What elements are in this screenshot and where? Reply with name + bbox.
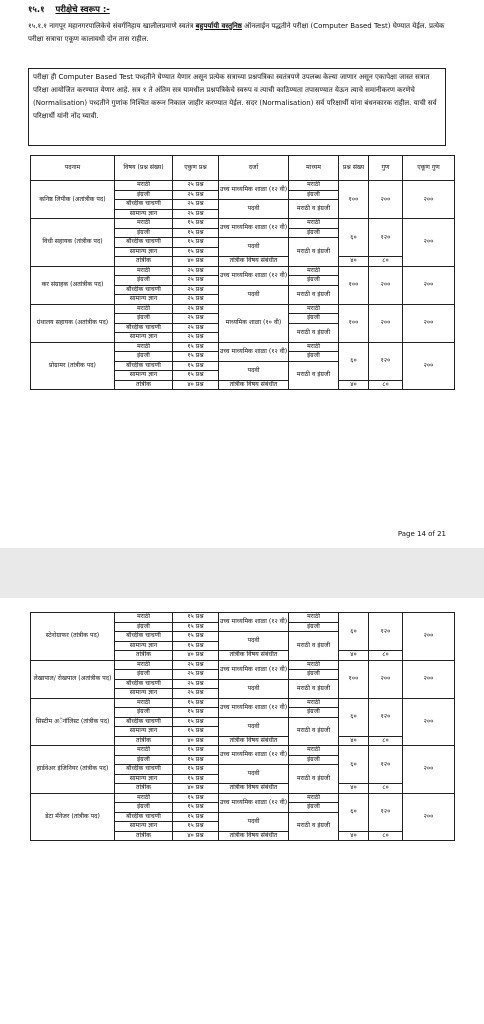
subject-cell: सामान्य ज्ञान [115,247,173,257]
post-name: ग्रंथालय सहायक (अतांत्रीक पद) [31,304,115,342]
level-cell: उच्च माध्यमिक शाळा (१२ वी) [219,613,289,632]
level-cell: पदवी [219,632,289,651]
page-number: Page 14 of 21 [397,530,446,538]
medium-cell: इंग्रजी [289,228,339,238]
medium-cell: मराठी [289,698,339,708]
subject-cell: मराठी [115,698,173,708]
subject-cell: मराठी [115,181,173,191]
level-cell: पदवी [219,812,289,831]
question-count-cell: १०० [339,266,369,304]
medium-cell: इंग्रजी [289,190,339,200]
subject-cell: सामान्य ज्ञान [115,209,173,219]
medium-cell: मराठी [289,613,339,623]
subject-cell: मराठी [115,304,173,314]
marks-cell: १२० [369,698,403,736]
header-marks: गुण [369,156,403,181]
medium-cell: मराठी व इंग्रजी [289,285,339,304]
questions-cell: १५ प्रश्न [173,632,219,642]
questions-cell: २५ प्रश्न [173,323,219,333]
level-cell: उच्च माध्यमिक शाळा (१२ वी) [219,698,289,717]
subject-cell: तांत्रीक [115,736,173,746]
questions-cell: १५ प्रश्न [173,352,219,362]
page-15 [0,598,484,1024]
questions-cell: १५ प्रश्न [173,717,219,727]
questions-cell: १५ प्रश्न [173,803,219,813]
questions-cell: १५ प्रश्न [173,613,219,623]
level-cell: तांत्रीक विषय संबंधीत [219,784,289,794]
subject-cell: तांत्रीक [115,380,173,390]
questions-cell: ४० प्रश्न [173,651,219,661]
medium-cell: इंग्रजी [289,670,339,680]
table-row [31,793,455,803]
questions-cell: २५ प्रश्न [173,689,219,699]
marks-cell: ८० [369,784,403,794]
header-post: पदनाम [31,156,115,181]
question-count-cell: ६० [339,793,369,831]
questions-cell: २५ प्रश्न [173,670,219,680]
subject-cell: सामान्य ज्ञान [115,774,173,784]
marks-cell: २०० [369,304,403,342]
questions-cell: १५ प्रश्न [173,793,219,803]
questions-cell: २५ प्रश्न [173,333,219,343]
questions-cell: १५ प्रश्न [173,371,219,381]
question-count-cell: १०० [339,304,369,342]
question-count-cell: १०० [339,660,369,698]
page-gap [0,548,484,598]
total-marks-cell: २०० [403,181,455,219]
question-count-cell: ४० [339,736,369,746]
level-cell: पदवी [219,717,289,736]
subject-cell: सामान्य ज्ञान [115,727,173,737]
question-count-cell: ४० [339,257,369,267]
post-name: हार्डवेअर इंजिनियर (तांत्रीक पद) [31,746,115,794]
level-cell: पदवी [219,238,289,257]
header-question-count: प्रश्न संख्य [339,156,369,181]
level-cell: उच्च माध्यमिक शाळा (१२ वी) [219,342,289,361]
marks-cell: २०० [369,266,403,304]
subject-cell: इंग्रजी [115,276,173,286]
marks-cell: १२० [369,342,403,380]
subject-cell: मराठी [115,793,173,803]
questions-cell: १५ प्रश्न [173,698,219,708]
subject-cell: इंग्रजी [115,190,173,200]
question-count-cell: ४० [339,831,369,841]
table-row [31,342,455,352]
table-header-row [31,156,455,181]
level-cell: उच्च माध्यमिक शाळा (१२ वी) [219,181,289,200]
subject-cell: इंग्रजी [115,708,173,718]
questions-cell: ४० प्रश्न [173,831,219,841]
subject-cell: इंग्रजी [115,755,173,765]
total-marks-cell: २०० [403,660,455,698]
marks-cell: १२० [369,219,403,257]
subject-cell: बौध्दीक चाचणी [115,238,173,248]
subject-cell: मराठी [115,342,173,352]
questions-cell: ४० प्रश्न [173,257,219,267]
subject-cell: सामान्य ज्ञान [115,371,173,381]
subject-cell: बौध्दीक चाचणी [115,679,173,689]
subject-cell: सामान्य ज्ञान [115,689,173,699]
questions-cell: १५ प्रश्न [173,746,219,756]
subject-cell: मराठी [115,266,173,276]
post-name: स्टेनोग्राफर (तांत्रीक पद) [31,613,115,661]
intro-bold: बहुपर्यायी वस्तुनिष्ठ [195,22,242,30]
subject-cell: तांत्रीक [115,784,173,794]
marks-cell: १२० [369,793,403,831]
questions-cell: ४० प्रश्न [173,784,219,794]
questions-cell: १५ प्रश्न [173,822,219,832]
subject-cell: बौध्दीक चाचणी [115,361,173,371]
subject-cell: इंग्रजी [115,352,173,362]
medium-cell: इंग्रजी [289,622,339,632]
total-marks-cell: २०० [403,266,455,304]
table-row [31,304,455,314]
questions-cell: २५ प्रश्न [173,295,219,305]
subject-cell: सामान्य ज्ञान [115,333,173,343]
level-cell: पदवी [219,361,289,380]
medium-cell: मराठी [289,266,339,276]
table-row [31,266,455,276]
medium-cell: इंग्रजी [289,755,339,765]
subject-cell: तांत्रीक [115,257,173,267]
medium-cell: मराठी [289,660,339,670]
questions-cell: १५ प्रश्न [173,238,219,248]
question-count-cell: ६० [339,613,369,651]
medium-cell: मराठी व इंग्रजी [289,812,339,841]
exam-table-page15 [30,612,455,841]
questions-cell: १५ प्रश्न [173,708,219,718]
post-name: सिस्टीम अॅनॉलिस्ट (तांत्रीक पद) [31,698,115,746]
subject-cell: इंग्रजी [115,228,173,238]
table-row [31,181,455,191]
level-cell: तांत्रीक विषय संबंधीत [219,257,289,267]
question-count-cell: ६० [339,746,369,784]
questions-cell: १५ प्रश्न [173,622,219,632]
header-total-questions: एकुण प्रश्न [173,156,219,181]
level-cell: उच्च माध्यमिक शाळा (१२ वी) [219,793,289,812]
questions-cell: २५ प्रश्न [173,200,219,210]
questions-cell: १५ प्रश्न [173,774,219,784]
subject-cell: इंग्रजी [115,670,173,680]
marks-cell: ८० [369,736,403,746]
medium-cell: मराठी [289,304,339,314]
total-marks-cell: २०० [403,746,455,794]
question-count-cell: ४० [339,651,369,661]
post-name: डेटा मॅनेजर (तांत्रीक पद) [31,793,115,841]
questions-cell: २५ प्रश्न [173,304,219,314]
post-name: प्रोग्रामर (तांत्रीक पद) [31,342,115,390]
normalisation-note: परीक्षा ही Computer Based Test पध्दतीने घेण्यात येणार असून प्रत्येक सत्राच्या प्रश्नपत्रिका स्वतंत्रपणे उपलब्ध केल्या जाणार असून एकापेक्षा जास्त सत्रात परिक्षा आयोजित करण्यात येणार आहे. सत्र १ ते अंतिम सत्र यामधील प्रश्नपत्रिकेचे स्वरुप व त्याची काठिण्यता तपासण्यात येऊन त्याचे समानीकरण करणेचे (Normalisation) पध्दतीने गुणांक निश्चित करून निकाल जाहीर करण्यात येईल. सदर (Normalisation) सर्व परिक्षार्थी यांना बंधनकारक राहील. याची सर्व परिक्षार्थी यांनी नोंद घ्यावी. [28,68,446,146]
level-cell: माध्यमिक शाळा (१० वी) [219,304,289,342]
questions-cell: २५ प्रश्न [173,285,219,295]
marks-cell: २०० [369,660,403,698]
questions-cell: २५ प्रश्न [173,314,219,324]
subject-cell: सामान्य ज्ञान [115,822,173,832]
medium-cell: इंग्रजी [289,708,339,718]
level-cell: पदवी [219,200,289,219]
medium-cell: इंग्रजी [289,314,339,324]
level-cell: उच्च माध्यमिक शाळा (१२ वी) [219,660,289,679]
questions-cell: ४० प्रश्न [173,736,219,746]
medium-cell: मराठी व इंग्रजी [289,238,339,267]
total-marks-cell: २०० [403,219,455,267]
section-number: १५.१ [28,5,45,15]
header-subject: विषय (प्रश्न संख्य) [115,156,173,181]
total-marks-cell: २०० [403,793,455,841]
header-total-marks: एकूण गुण [403,156,455,181]
questions-cell: २५ प्रश्न [173,660,219,670]
level-cell: उच्च माध्यमिक शाळा (१२ वी) [219,266,289,285]
subject-cell: बौध्दीक चाचणी [115,765,173,775]
section-title: परीक्षेचे स्वरूप :- [55,5,110,15]
level-cell: उच्च माध्यमिक शाळा (१२ वी) [219,746,289,765]
subject-cell: इंग्रजी [115,314,173,324]
questions-cell: २५ प्रश्न [173,276,219,286]
questions-cell: २५ प्रश्न [173,190,219,200]
subject-cell: सामान्य ज्ञान [115,641,173,651]
subject-cell: मराठी [115,746,173,756]
questions-cell: १५ प्रश्न [173,228,219,238]
subject-cell: बौध्दीक चाचणी [115,285,173,295]
section-heading [28,4,110,15]
subject-cell: बौध्दीक चाचणी [115,632,173,642]
post-name: विधी सहायक (तांत्रीक पद) [31,219,115,267]
table-row [31,219,455,229]
level-cell: तांत्रीक विषय संबंधीत [219,651,289,661]
questions-cell: १५ प्रश्न [173,641,219,651]
subject-cell: इंग्रजी [115,803,173,813]
medium-cell: मराठी व इंग्रजी [289,765,339,794]
subject-cell: बौध्दीक चाचणी [115,200,173,210]
subject-cell: सामान्य ज्ञान [115,295,173,305]
total-marks-cell: २०० [403,698,455,746]
question-count-cell: ४० [339,784,369,794]
total-marks-cell: २०० [403,304,455,342]
questions-cell: १५ प्रश्न [173,361,219,371]
level-cell: पदवी [219,679,289,698]
questions-cell: १५ प्रश्न [173,342,219,352]
level-cell: पदवी [219,285,289,304]
question-count-cell: ४० [339,380,369,390]
questions-cell: १५ प्रश्न [173,765,219,775]
table-row [31,660,455,670]
questions-cell: १५ प्रश्न [173,812,219,822]
subject-cell: तांत्रीक [115,831,173,841]
subject-cell: मराठी [115,613,173,623]
questions-cell: २५ प्रश्न [173,181,219,191]
total-marks-cell: २०० [403,613,455,661]
subject-cell: बौध्दीक चाचणी [115,717,173,727]
medium-cell: मराठी [289,342,339,352]
level-cell: उच्च माध्यमिक शाळा (१२ वी) [219,219,289,238]
marks-cell: १२० [369,613,403,651]
subject-cell: तांत्रीक [115,651,173,661]
question-count-cell: १०० [339,181,369,219]
marks-cell: ८० [369,380,403,390]
questions-cell: २५ प्रश्न [173,209,219,219]
table-row [31,746,455,756]
table-row [31,698,455,708]
level-cell: तांत्रीक विषय संबंधीत [219,831,289,841]
question-count-cell: ६० [339,698,369,736]
questions-cell: १५ प्रश्न [173,247,219,257]
table-row [31,613,455,623]
subject-cell: मराठी [115,660,173,670]
medium-cell: मराठी [289,219,339,229]
intro-text-1: १५.१.१ नागपूर महानगरपालिकेचे संवर्गनिहाय खालीलप्रमाणे स्वतंत्र [28,22,196,30]
medium-cell: मराठी व इंग्रजी [289,632,339,661]
header-medium: माध्यम [289,156,339,181]
exam-table-page14 [30,155,455,390]
post-name: कनिष्ठ लिपीक (अतांत्रीक पद) [31,181,115,219]
question-count-cell: ६० [339,342,369,380]
marks-cell: ८० [369,651,403,661]
marks-cell: १२० [369,746,403,784]
questions-cell: १५ प्रश्न [173,727,219,737]
subject-cell: बौध्दीक चाचणी [115,812,173,822]
medium-cell: मराठी व इंग्रजी [289,200,339,219]
question-count-cell: ६० [339,219,369,257]
medium-cell: मराठी व इंग्रजी [289,323,339,342]
marks-cell: ८० [369,831,403,841]
medium-cell: मराठी व इंग्रजी [289,717,339,746]
header-level: दर्जा [219,156,289,181]
level-cell: तांत्रीक विषय संबंधीत [219,736,289,746]
post-name: कर संग्राहक (अतांत्रीक पद) [31,266,115,304]
level-cell: तांत्रीक विषय संबंधीत [219,380,289,390]
questions-cell: १५ प्रश्न [173,219,219,229]
subject-cell: मराठी [115,219,173,229]
marks-cell: २०० [369,181,403,219]
marks-cell: ८० [369,257,403,267]
level-cell: पदवी [219,765,289,784]
medium-cell: इंग्रजी [289,352,339,362]
medium-cell: मराठी व इंग्रजी [289,361,339,390]
questions-cell: २५ प्रश्न [173,266,219,276]
intro-paragraph [28,20,448,46]
subject-cell: बौध्दीक चाचणी [115,323,173,333]
medium-cell: इंग्रजी [289,276,339,286]
medium-cell: इंग्रजी [289,803,339,813]
questions-cell: २५ प्रश्न [173,679,219,689]
medium-cell: मराठी [289,181,339,191]
questions-cell: १५ प्रश्न [173,755,219,765]
medium-cell: मराठी [289,793,339,803]
total-marks-cell: २०० [403,342,455,390]
intro-text-2: ऑनलाईन पद्धतीने परीक्षा (Computer Based Test) घेण्यात येईल. प्रत्येक परीक्षा सत्राचा एकूण कालावधी दोन तास राहील. [28,22,445,43]
post-name: लेखापाल/ रोखपाल (अतांत्रीक पद) [31,660,115,698]
subject-cell: इंग्रजी [115,622,173,632]
medium-cell: मराठी [289,746,339,756]
medium-cell: मराठी व इंग्रजी [289,679,339,698]
questions-cell: ४० प्रश्न [173,380,219,390]
